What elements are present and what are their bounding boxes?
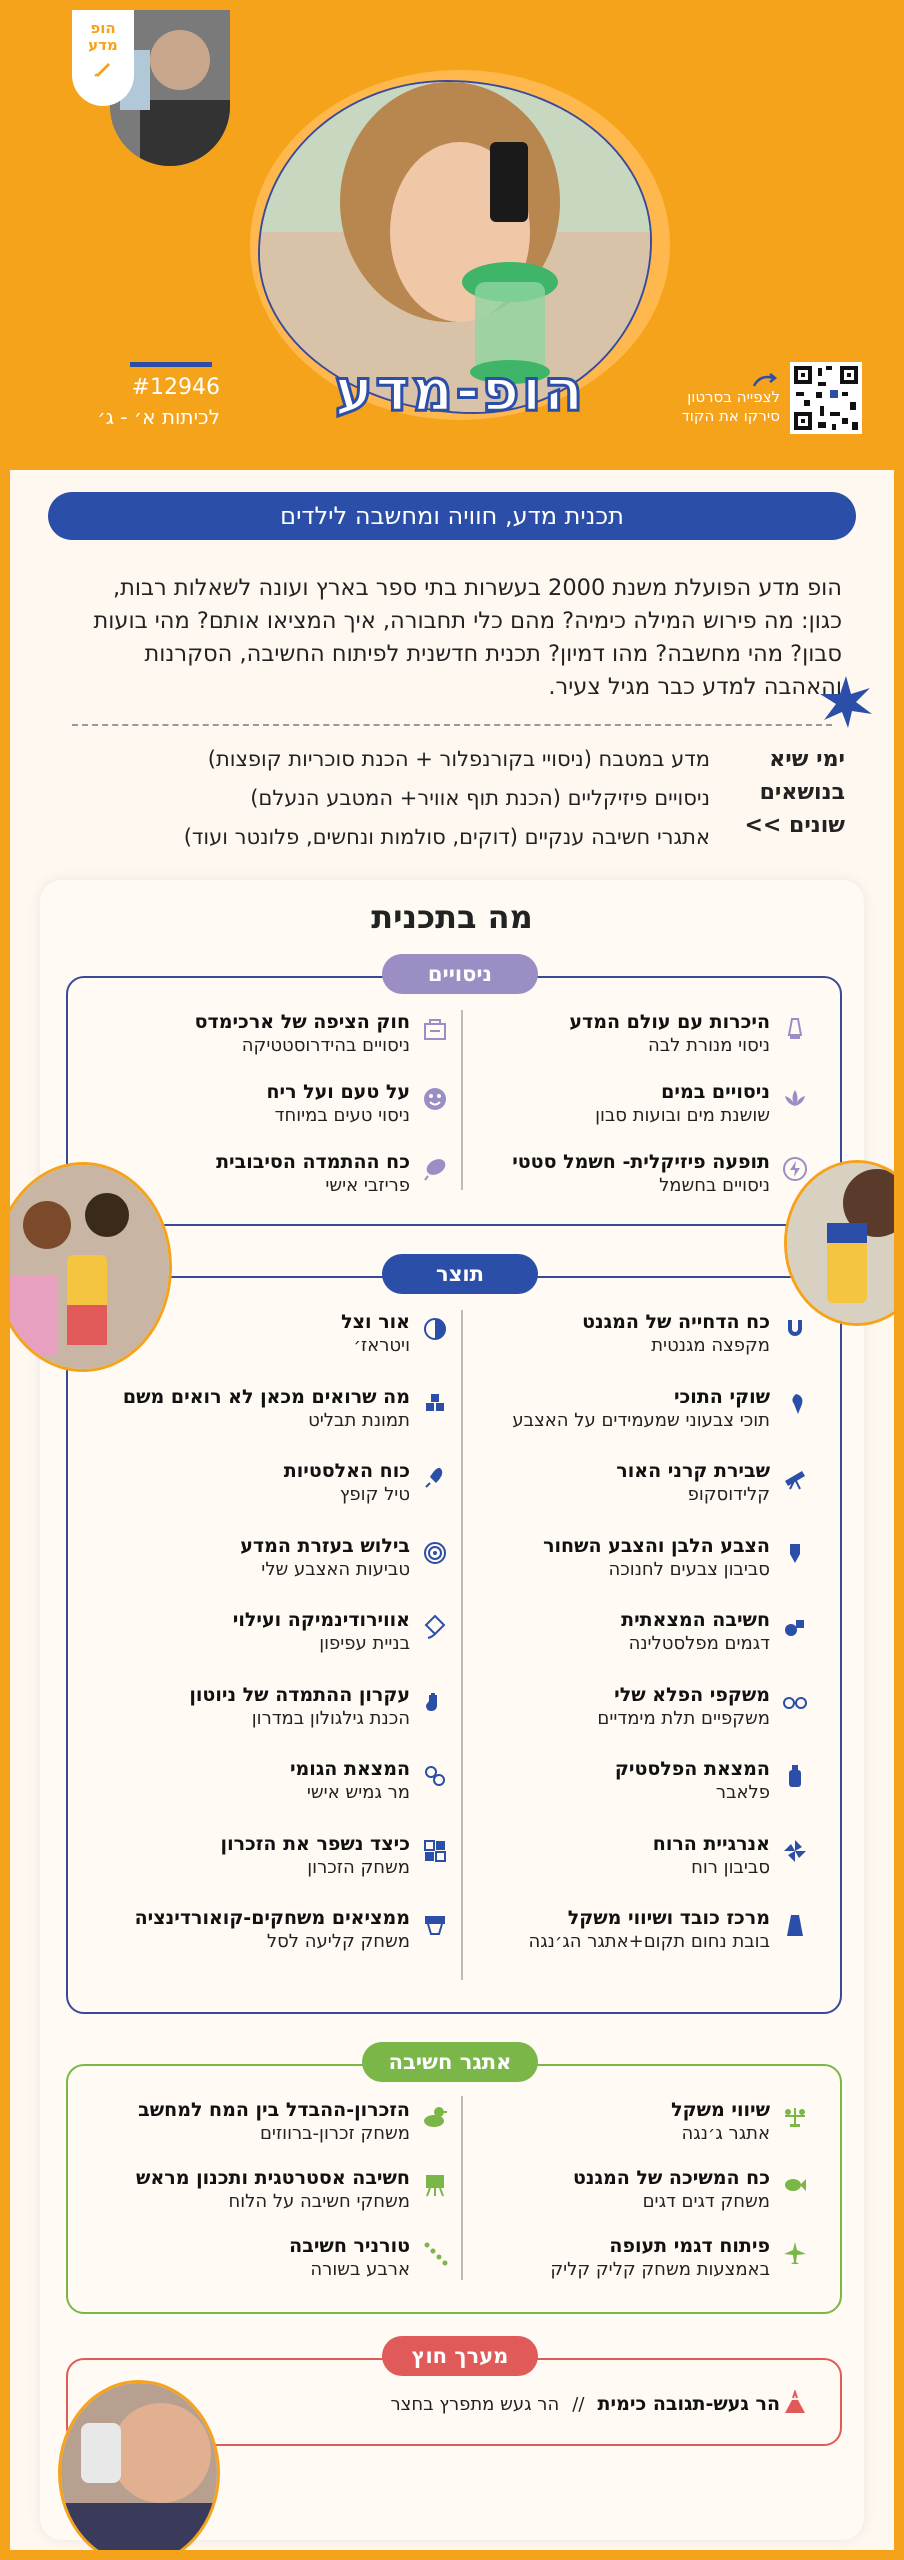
program-item	[430, 2234, 770, 2282]
program-item-sub: תמונת תבליט	[308, 1409, 410, 1431]
program-item	[430, 1683, 770, 1731]
program-item-title: אנרגיית הרוח	[652, 1832, 770, 1855]
experiment-item-sub: פריזבי אישי	[325, 1175, 410, 1196]
program-item	[70, 1757, 410, 1805]
program-item	[430, 1906, 770, 1954]
outdoor-separator: //	[572, 2394, 585, 2415]
experiment-item-sub: ניסוי מנורת לבה	[647, 1035, 770, 1056]
header	[10, 10, 894, 470]
theme-days-title-line2: בנושאים	[759, 780, 845, 805]
experiment-item-title: חוק הציפה של ארכימדס	[194, 1011, 410, 1033]
theme-days-list	[70, 740, 710, 857]
program-item-title: אווירודינמיקה ועילוי	[232, 1609, 410, 1631]
theme-days-title-line1: ימי שיא	[769, 747, 845, 772]
program-item-sub: באמצעות משחק קליק קליק	[550, 2259, 770, 2280]
qr-caption-line2: סירקו את הקוד	[681, 407, 780, 425]
program-item	[430, 1608, 770, 1656]
experiments-tag: ניסויים	[382, 954, 538, 994]
program-item-sub: מקפצה מגנטית	[651, 1335, 770, 1356]
experiment-item	[430, 1010, 770, 1058]
hand-icon	[422, 1689, 448, 1715]
logo-text-bottom: מדע	[88, 36, 118, 54]
curved-arrow-icon	[752, 372, 778, 388]
theme-days-title-line3: שונים >>	[744, 813, 845, 838]
program-item-sub: ויטראז׳	[353, 1335, 410, 1356]
fish-icon	[782, 2172, 808, 2198]
experiment-item	[430, 1150, 770, 1198]
experiment-item	[70, 1080, 410, 1128]
experiment-item-title: ניסויים במים	[661, 1081, 770, 1103]
experiment-item-sub: ניסוי טעים במיוחד	[274, 1105, 410, 1126]
experiment-item-title: כח ההתמדה הסיבובית	[216, 1151, 410, 1173]
program-item-title: כוח האלסטיות	[283, 1460, 410, 1482]
theme-day-item: מדע במטבח (ניסויי בקורנפלור + הכנת סוכריות קופצות)	[207, 747, 710, 771]
photo-kid-closeup	[58, 2380, 220, 2560]
program-item	[70, 1459, 410, 1507]
program-item-title: כח המשיכה של המגנט	[573, 2167, 770, 2189]
lightning-icon	[782, 1156, 808, 1182]
experiment-item-title: על טעם ועל ריח	[266, 1081, 410, 1103]
dreidel-icon	[782, 1540, 808, 1566]
program-item-sub: משקפיים תלת מימדיים	[597, 1707, 770, 1729]
program-item-sub: משחקי חשיבה על הלוח	[228, 2191, 410, 2212]
experiment-item-sub: ניסויים בהידרוסטטיקה	[241, 1035, 410, 1056]
program-item-title: פיתוח דגמי תעופה	[609, 2235, 770, 2257]
brand-logo	[72, 10, 134, 106]
volcano-icon	[782, 2390, 808, 2416]
program-item-title: חשיבה המצאתית	[621, 1609, 770, 1631]
duck-icon	[422, 2104, 448, 2130]
cubes-icon	[422, 1391, 448, 1417]
program-card-title: מה בתכנית	[371, 898, 533, 936]
program-item	[70, 1534, 410, 1582]
program-item	[430, 1757, 770, 1805]
thinking-tag: אתגר חשיבה	[362, 2042, 538, 2082]
program-item-sub: ארבע בשורה	[310, 2259, 410, 2280]
balance-icon	[782, 2104, 808, 2130]
theme-day-item: ניסויים פיזיקליים (הכנת תוף אוויר+ המטבע הנעלם)	[250, 786, 710, 810]
program-number: #12946	[131, 375, 220, 400]
program-item-sub: תוכי צבעוני שמעמידים על האצבע	[512, 1409, 770, 1431]
taste-face-icon	[422, 1086, 448, 1112]
dots-icon	[422, 2240, 448, 2266]
program-item-title: המצאת הפלסטיק	[614, 1758, 770, 1780]
program-item-title: שבירת קרני האור	[616, 1460, 770, 1482]
experiment-item-title: תופעה פיזיקלית- חשמל סטטי	[512, 1151, 770, 1173]
program-item-title: ממציאים משחקים-קואורדינציה	[134, 1907, 410, 1929]
program-item-sub: טיל קופץ	[339, 1484, 410, 1505]
outdoor-item-title: הר געש-תגובה כימית	[597, 2393, 780, 2415]
fingerprint-icon	[422, 1540, 448, 1566]
qr-caption-line1: לצפייה בסרטון	[687, 388, 780, 406]
program-item-title: המצאת הגומי	[289, 1758, 410, 1780]
products-tag: תוצר	[382, 1254, 538, 1294]
grade-range: לכיתות א׳ - ג׳	[97, 405, 220, 429]
program-item	[430, 1459, 770, 1507]
easel-icon	[422, 2172, 448, 2198]
program-item-sub: בובת נחום תקום+אתגר הג׳נגה	[528, 1931, 770, 1952]
program-item-title: מרכז כובד ושיווי משקל	[567, 1907, 770, 1929]
kite-icon	[422, 1614, 448, 1640]
program-item-title: אור וצל	[341, 1311, 410, 1333]
frisbee-icon	[422, 1156, 448, 1182]
basket-icon	[422, 1912, 448, 1938]
parrot-icon	[782, 1391, 808, 1417]
program-item-title: שיווי משקל	[671, 2099, 770, 2121]
program-item-title: משקפי הפלא שלי	[614, 1683, 770, 1706]
program-item-title: חשיבה אסטרטגית ותכנון מראש	[136, 2167, 410, 2189]
program-item-sub: אתגר ג׳נגה	[681, 2123, 770, 2144]
program-item	[70, 2166, 410, 2214]
scale-box-icon	[422, 1016, 448, 1042]
program-item-sub: מר גמיש אישי	[306, 1782, 410, 1803]
cone-icon	[782, 1912, 808, 1938]
experiment-item-sub: שושנת מים ובועות סבון	[595, 1105, 770, 1126]
qr-code[interactable]	[790, 362, 862, 434]
rocket-icon	[422, 1465, 448, 1491]
program-item-title: כח הדחייה של המגנט	[582, 1311, 770, 1333]
program-item	[70, 2234, 410, 2282]
program-item	[430, 2166, 770, 2214]
program-item-title: שוקי התוכי	[673, 1385, 770, 1408]
program-item-title: טורניר חשיבה	[289, 2235, 410, 2257]
experiment-item	[70, 1010, 410, 1058]
program-item-sub: משחק הזכרון	[307, 1856, 410, 1878]
clay-icon	[782, 1614, 808, 1640]
program-item-sub: דגמים מפלסטלינה	[628, 1633, 770, 1654]
program-item-sub: סביבון צבעים לחנוכה	[608, 1558, 770, 1580]
program-item	[70, 1608, 410, 1656]
program-item	[70, 1385, 410, 1433]
telescope-icon	[782, 1465, 808, 1491]
half-circle-icon	[422, 1316, 448, 1342]
program-item	[430, 1832, 770, 1880]
program-item-title: הצבע הלבן והצבע השחור	[543, 1534, 770, 1557]
program-item-sub: פלאבר	[715, 1782, 770, 1803]
program-item-sub: בניית עפיפון	[319, 1633, 410, 1654]
outdoor-item-sub: הר געש מתפרץ בחצר	[390, 2394, 560, 2415]
rubber-icon	[422, 1763, 448, 1789]
star-burst-icon	[818, 674, 874, 730]
program-item-sub: קלידוסקופ	[687, 1484, 770, 1505]
subtitle-pill: תכנית מדע, חוויה ומחשבה לילדים	[48, 492, 856, 540]
outdoor-tag: מערך חוץ	[382, 2336, 538, 2376]
program-item	[430, 1385, 770, 1433]
intro-paragraph: הופ מדע הפועלת משנת 2000 בעשרות בתי ספר בארץ ועונה לשאלות רבות, כגון: מה פירוש המילה כימיה? מהם כלי תחבורה, איך המציאו אותם? מהי בועות סבון? מהי מחשבה? מהו דמיון? תכנית חדשנית לפיתוח החשיבה, הסקרנות והאהבה למדע כבר מגיל צעיר.	[93, 575, 842, 700]
program-item-title: עקרון ההתמדה של ניוטון	[189, 1683, 410, 1706]
glasses-icon	[782, 1689, 808, 1715]
program-item	[70, 1683, 410, 1731]
magnet-icon	[782, 1316, 808, 1342]
qr-caption	[640, 388, 780, 426]
lotus-icon	[782, 1086, 808, 1112]
program-item-title: הזכרון-ההבדל בין המח למחשב	[138, 2099, 410, 2121]
pen-icon	[93, 58, 113, 78]
program-card	[40, 880, 864, 2540]
outdoor-item	[220, 2392, 780, 2417]
experiment-item-sub: ניסויים בחשמל	[659, 1175, 770, 1196]
pinwheel-icon	[782, 1838, 808, 1864]
dashed-divider	[72, 724, 832, 726]
program-item-sub: טביעות האצבע שלי	[261, 1558, 410, 1580]
program-item-sub: סביבון רוח	[691, 1856, 770, 1878]
airplane-icon	[782, 2240, 808, 2266]
theme-day-item: אתגרי חשיבה ענקיים (דוקים, סולמות ונחשים, פלונטר ועוד)	[183, 825, 710, 849]
program-item-sub: משחק זכרון-ברווזים	[259, 2123, 410, 2144]
photo-kids-experiment	[0, 1162, 172, 1372]
program-item	[430, 1310, 770, 1358]
program-title-logo: הופ-מדע	[334, 356, 586, 424]
experiment-item	[430, 1080, 770, 1128]
memory-grid-icon	[422, 1838, 448, 1864]
logo-text-top: הופ	[90, 19, 116, 37]
lava-lamp-icon	[782, 1016, 808, 1042]
program-item-sub: הכנת גילגולון במדרון	[251, 1707, 410, 1729]
program-item-title: מה שרואים מכאן לא רואים משם	[122, 1385, 410, 1408]
program-item	[70, 1832, 410, 1880]
divider-bar	[130, 362, 212, 367]
program-item-sub: משחק דגים דגים	[642, 2191, 770, 2212]
program-item	[430, 2098, 770, 2146]
program-item-sub: משחק קליעה לסל	[266, 1931, 410, 1952]
theme-days-title	[725, 743, 845, 842]
program-item-title: בילוש בעזרת המדע	[240, 1534, 410, 1557]
bottle-icon	[782, 1763, 808, 1789]
program-item-title: כיצד נשפר את הזכרון	[220, 1832, 410, 1855]
experiment-item-title: היכרות עם עולם המדע	[569, 1011, 770, 1033]
program-item	[430, 1534, 770, 1582]
program-item	[70, 1906, 410, 1954]
program-item	[70, 2098, 410, 2146]
